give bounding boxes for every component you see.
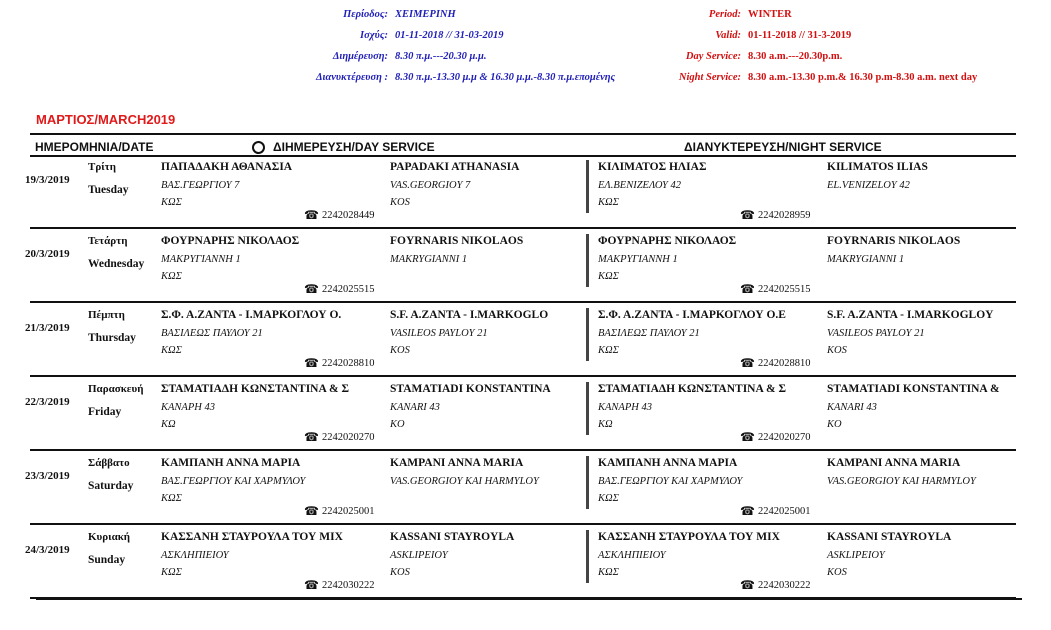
night-pharmacy-name-gr: Σ.Φ. Α.ΖΑΝΤΑ - Ι.ΜΑΡΚΟΓΛΟΥ Ο.Ε <box>598 309 786 321</box>
night-pharmacy-address-en: EL.VENIZELOY 42 <box>827 180 910 191</box>
day-pharmacy-address-en: ASKLIPEIOY <box>390 550 448 561</box>
day-night-separator <box>586 234 589 287</box>
night-pharmacy-city-gr: ΚΩ <box>598 419 613 430</box>
night-pharmacy-city-en: KOS <box>827 345 847 356</box>
valid-value-en: 01-11-2018 // 31-3-2019 <box>748 30 852 41</box>
night-pharmacy-phone[interactable] <box>740 357 810 369</box>
day-pharmacy-city-gr: ΚΩΣ <box>161 197 182 208</box>
weekday-gr: Πέμπτη <box>88 309 125 321</box>
day-pharmacy-en <box>390 309 615 359</box>
day-pharmacy-gr <box>161 309 386 359</box>
telephone-icon: ☎ <box>740 356 755 370</box>
day-pharmacy-name-gr: ΚΑΜΠΑΝΗ ΑΝΝΑ ΜΑΡΙΑ <box>161 457 301 469</box>
night-pharmacy-address-gr: ΕΛ.ΒΕΝΙΖΕΛΟΥ 42 <box>598 180 681 191</box>
night-pharmacy-address-en: VAS.GEORGIOY KAI HARMYLOY <box>827 476 976 487</box>
table-bottom-rule <box>36 598 1022 600</box>
night-pharmacy-phone[interactable] <box>740 209 810 221</box>
row-date: 19/3/2019 <box>25 174 70 186</box>
month-title: ΜΑΡΤΙΟΣ/MARCH2019 <box>36 112 176 127</box>
day-night-separator <box>586 530 589 583</box>
night-phone-number: 2242028810 <box>757 357 811 369</box>
day-pharmacy-gr <box>161 531 386 581</box>
day-phone-number: 2242025001 <box>321 505 375 517</box>
night-pharmacy-gr <box>598 531 823 581</box>
day-pharmacy-name-en: PAPADAKI ATHANASIA <box>390 161 520 173</box>
night-phone-number: 2242030222 <box>757 579 811 591</box>
day-pharmacy-en <box>390 457 615 490</box>
table-row <box>25 305 1016 377</box>
day-pharmacy-name-gr: ΚΑΣΣΑΝΗ ΣΤΑΥΡΟΥΛΑ ΤΟΥ ΜΙΧ <box>161 531 343 543</box>
night-pharmacy-address-gr: ΒΑΣ.ΓΕΩΡΓΙΟΥ ΚΑΙ ΧΑΡΜΥΛΟΥ <box>598 476 743 487</box>
night-pharmacy-gr <box>598 457 823 507</box>
day-pharmacy-address-gr: ΒΑΣ.ΓΕΩΡΓΙΟΥ ΚΑΙ ΧΑΡΜΥΛΟΥ <box>161 476 306 487</box>
night-pharmacy-name-en: FOYRNARIS NIKOLAOS <box>827 235 961 247</box>
night-pharmacy-en <box>827 383 1051 433</box>
night-pharmacy-city-gr: ΚΩΣ <box>598 271 619 282</box>
night-pharmacy-address-en: MAKRYGIANNI 1 <box>827 254 905 265</box>
weekday-gr: Παρασκευή <box>88 383 144 395</box>
telephone-icon: ☎ <box>304 282 319 296</box>
table-row <box>25 527 1016 599</box>
day-pharmacy-name-gr: Σ.Φ. Α.ΖΑΝΤΑ - Ι.ΜΑΡΚΟΓΛΟΥ Ο. <box>161 309 342 321</box>
telephone-icon: ☎ <box>304 208 319 222</box>
period-label-gr: Περίοδος: <box>343 9 388 20</box>
day-service-header-label: ΔΙΗΜΕΡΕΥΣΗ/DAY SERVICE <box>273 140 435 154</box>
period-label-en: Period: <box>708 9 741 20</box>
row-date: 20/3/2019 <box>25 248 70 260</box>
telephone-icon: ☎ <box>304 356 319 370</box>
night-pharmacy-name-gr: ΚΑΣΣΑΝΗ ΣΤΑΥΡΟΥΛΑ ΤΟΥ ΜΙΧ <box>598 531 780 543</box>
day-pharmacy-city-gr: ΚΩΣ <box>161 567 182 578</box>
night-phone-number: 2242020270 <box>757 431 811 443</box>
telephone-icon: ☎ <box>304 504 319 518</box>
night-service-column-header: ΔΙΑΝΥΚΤΕΡΕΥΣΗ/NIGHT SERVICE <box>684 140 882 154</box>
day-pharmacy-city-en: KOS <box>390 197 410 208</box>
day-pharmacy-address-gr: ΒΑΣΙΛΕΩΣ ΠΑΥΛΟΥ 21 <box>161 328 263 339</box>
pharmacy-schedule-table <box>25 133 1016 599</box>
night-pharmacy-name-en: STAMATIADI KONSTANTINA & <box>827 383 1000 395</box>
day-pharmacy-address-en: KANARI 43 <box>390 402 440 413</box>
day-pharmacy-gr <box>161 457 386 507</box>
day-night-separator <box>586 308 589 361</box>
day-pharmacy-city-gr: ΚΩΣ <box>161 493 182 504</box>
day-pharmacy-en <box>390 383 615 433</box>
valid-label-en: Valid: <box>715 30 741 41</box>
telephone-icon: ☎ <box>740 208 755 222</box>
date-column-header: ΗΜΕΡΟΜΗΝΙΑ/DATE <box>35 140 154 154</box>
night-service-label-gr: Διανυκτέρευση : <box>315 72 388 83</box>
day-pharmacy-name-en: KASSANI STAYROYLA <box>390 531 515 543</box>
day-pharmacy-phone[interactable] <box>304 283 374 295</box>
day-pharmacy-address-gr: ΑΣΚΛΗΠΙΕΙΟΥ <box>161 550 229 561</box>
weekday-gr: Τετάρτη <box>88 235 128 247</box>
period-value-en: WINTER <box>748 9 792 20</box>
telephone-icon: ☎ <box>304 578 319 592</box>
weekday-en: Sunday <box>88 554 126 566</box>
valid-value-gr: 01-11-2018 // 31-03-2019 <box>395 30 504 41</box>
night-pharmacy-address-en: VASILEOS PAYLOY 21 <box>827 328 925 339</box>
day-pharmacy-city-en: KO <box>390 419 405 430</box>
circle-icon <box>252 141 265 154</box>
row-date: 22/3/2019 <box>25 396 70 408</box>
night-pharmacy-en <box>827 309 1051 359</box>
day-pharmacy-address-en: VAS.GEORGIOY KAI HARMYLOY <box>390 476 539 487</box>
night-pharmacy-city-en: KO <box>827 419 842 430</box>
day-pharmacy-gr <box>161 383 386 433</box>
night-service-label-en: Night Service: <box>678 72 741 83</box>
night-pharmacy-gr <box>598 161 823 211</box>
table-row <box>25 231 1016 303</box>
day-pharmacy-city-gr: ΚΩΣ <box>161 271 182 282</box>
night-pharmacy-name-en: KASSANI STAYROYLA <box>827 531 952 543</box>
night-pharmacy-city-gr: ΚΩΣ <box>598 567 619 578</box>
night-pharmacy-address-en: ASKLIPEIOY <box>827 550 885 561</box>
day-pharmacy-address-gr: ΒΑΣ.ΓΕΩΡΓΙΟΥ 7 <box>161 180 240 191</box>
day-pharmacy-name-en: KAMPANI ANNA MARIA <box>390 457 524 469</box>
day-pharmacy-city-gr: ΚΩΣ <box>161 345 182 356</box>
day-pharmacy-phone[interactable] <box>304 357 374 369</box>
night-phone-number: 2242028959 <box>757 209 811 221</box>
telephone-icon: ☎ <box>740 578 755 592</box>
day-pharmacy-address-en: VAS.GEORGIOY 7 <box>390 180 471 191</box>
day-phone-number: 2242025515 <box>321 283 375 295</box>
night-pharmacy-gr <box>598 309 823 359</box>
night-pharmacy-en <box>827 235 1051 268</box>
table-row <box>25 157 1016 229</box>
weekday-en: Friday <box>88 406 122 418</box>
night-pharmacy-name-gr: ΚΙΛΙΜΑΤΟΣ ΗΛΙΑΣ <box>598 161 707 173</box>
day-service-value-en: 8.30 a.m.---20.30p.m. <box>748 51 843 62</box>
table-body <box>25 157 1016 599</box>
night-pharmacy-en <box>827 161 1051 194</box>
night-pharmacy-en <box>827 531 1051 581</box>
night-pharmacy-city-en: KOS <box>827 567 847 578</box>
night-pharmacy-phone[interactable] <box>740 505 810 517</box>
table-row <box>25 379 1016 451</box>
day-pharmacy-address-en: MAKRYGIANNI 1 <box>390 254 468 265</box>
day-pharmacy-city-en: KOS <box>390 567 410 578</box>
night-pharmacy-address-gr: ΑΣΚΛΗΠΙΕΙΟΥ <box>598 550 666 561</box>
day-service-label-en: Day Service: <box>685 51 741 62</box>
weekday-en: Wednesday <box>88 258 145 270</box>
day-phone-number: 2242020270 <box>321 431 375 443</box>
day-service-column-header <box>252 140 435 154</box>
table-header <box>30 135 1016 155</box>
night-pharmacy-name-en: KAMPANI ANNA MARIA <box>827 457 961 469</box>
day-pharmacy-name-en: STAMATIADI KONSTANTINA <box>390 383 551 395</box>
row-date: 21/3/2019 <box>25 322 70 334</box>
telephone-icon: ☎ <box>740 430 755 444</box>
day-pharmacy-gr <box>161 235 386 285</box>
day-pharmacy-name-gr: ΦΟΥΡΝΑΡΗΣ ΝΙΚΟΛΑΟΣ <box>161 235 300 247</box>
night-pharmacy-city-gr: ΚΩΣ <box>598 345 619 356</box>
day-pharmacy-address-gr: ΚΑΝΑΡΗ 43 <box>161 402 215 413</box>
day-night-separator <box>586 160 589 213</box>
day-phone-number: 2242030222 <box>321 579 375 591</box>
day-night-separator <box>586 382 589 435</box>
day-pharmacy-phone[interactable] <box>304 431 374 443</box>
day-pharmacy-gr <box>161 161 386 211</box>
weekday-en: Thursday <box>88 332 136 344</box>
night-pharmacy-name-en: KILIMATOS ILIAS <box>827 161 928 173</box>
night-phone-number: 2242025001 <box>757 505 811 517</box>
day-pharmacy-phone[interactable] <box>304 505 374 517</box>
night-pharmacy-city-gr: ΚΩΣ <box>598 197 619 208</box>
day-pharmacy-address-en: VASILEOS PAYLOY 21 <box>390 328 488 339</box>
night-pharmacy-name-gr: ΦΟΥΡΝΑΡΗΣ ΝΙΚΟΛΑΟΣ <box>598 235 737 247</box>
weekday-gr: Τρίτη <box>88 161 116 173</box>
night-pharmacy-city-gr: ΚΩΣ <box>598 493 619 504</box>
valid-label-gr: Ισχύς: <box>360 30 388 41</box>
day-pharmacy-en <box>390 161 615 211</box>
day-phone-number: 2242028810 <box>321 357 375 369</box>
night-pharmacy-gr <box>598 235 823 285</box>
night-phone-number: 2242025515 <box>757 283 811 295</box>
weekday-gr: Κυριακή <box>88 531 131 543</box>
night-pharmacy-address-gr: ΚΑΝΑΡΗ 43 <box>598 402 652 413</box>
day-pharmacy-city-en: KOS <box>390 345 410 356</box>
night-pharmacy-address-gr: ΜΑΚΡΥΓΙΑΝΝΗ 1 <box>598 254 678 265</box>
night-service-value-gr: 8.30 π.μ.-13.30 μ.μ & 16.30 μ.μ.-8.30 π.μ.επομένης <box>395 72 616 83</box>
day-pharmacy-name-en: FOYRNARIS NIKOLAOS <box>390 235 524 247</box>
day-pharmacy-en <box>390 531 615 581</box>
row-date: 23/3/2019 <box>25 470 70 482</box>
night-pharmacy-address-en: KANARI 43 <box>827 402 877 413</box>
telephone-icon: ☎ <box>740 504 755 518</box>
day-service-value-gr: 8.30 π.μ.---20.30 μ.μ. <box>395 51 487 62</box>
day-service-label-gr: Διημέρευση: <box>332 51 388 62</box>
night-service-value-en: 8.30 a.m.-13.30 p.m.& 16.30 p.m-8.30 a.m. next day <box>748 72 978 83</box>
night-pharmacy-phone[interactable] <box>740 579 810 591</box>
telephone-icon: ☎ <box>304 430 319 444</box>
telephone-icon: ☎ <box>740 282 755 296</box>
night-pharmacy-name-en: S.F. A.ZANTA - I.MARKOGLOY <box>827 309 994 321</box>
weekday-en: Saturday <box>88 480 134 492</box>
row-date: 24/3/2019 <box>25 544 70 556</box>
night-pharmacy-phone[interactable] <box>740 431 810 443</box>
day-pharmacy-phone[interactable] <box>304 579 374 591</box>
day-pharmacy-city-gr: ΚΩ <box>161 419 176 430</box>
day-pharmacy-phone[interactable] <box>304 209 374 221</box>
day-pharmacy-address-gr: ΜΑΚΡΥΓΙΑΝΝΗ 1 <box>161 254 241 265</box>
night-pharmacy-en <box>827 457 1051 490</box>
schedule-info <box>0 4 1051 88</box>
night-pharmacy-phone[interactable] <box>740 283 810 295</box>
night-pharmacy-gr <box>598 383 823 433</box>
night-pharmacy-name-gr: ΚΑΜΠΑΝΗ ΑΝΝΑ ΜΑΡΙΑ <box>598 457 738 469</box>
weekday-gr: Σάββατο <box>88 457 130 469</box>
weekday-en: Tuesday <box>88 184 129 196</box>
period-value-gr: ΧΕΙΜΕΡΙΝΗ <box>395 9 456 20</box>
day-pharmacy-name-gr: ΠΑΠΑΔΑΚΗ ΑΘΑΝΑΣΙΑ <box>161 161 293 173</box>
day-night-separator <box>586 456 589 509</box>
day-pharmacy-en <box>390 235 615 268</box>
day-pharmacy-name-en: S.F. A.ZANTA - I.MARKOGLO <box>390 309 549 321</box>
day-phone-number: 2242028449 <box>321 209 375 221</box>
table-row <box>25 453 1016 525</box>
night-pharmacy-name-gr: ΣΤΑΜΑΤΙΑΔΗ ΚΩΝΣΤΑΝΤΙΝΑ & Σ <box>598 383 787 395</box>
night-pharmacy-address-gr: ΒΑΣΙΛΕΩΣ ΠΑΥΛΟΥ 21 <box>598 328 700 339</box>
day-pharmacy-name-gr: ΣΤΑΜΑΤΙΑΔΗ ΚΩΝΣΤΑΝΤΙΝΑ & Σ <box>161 383 350 395</box>
